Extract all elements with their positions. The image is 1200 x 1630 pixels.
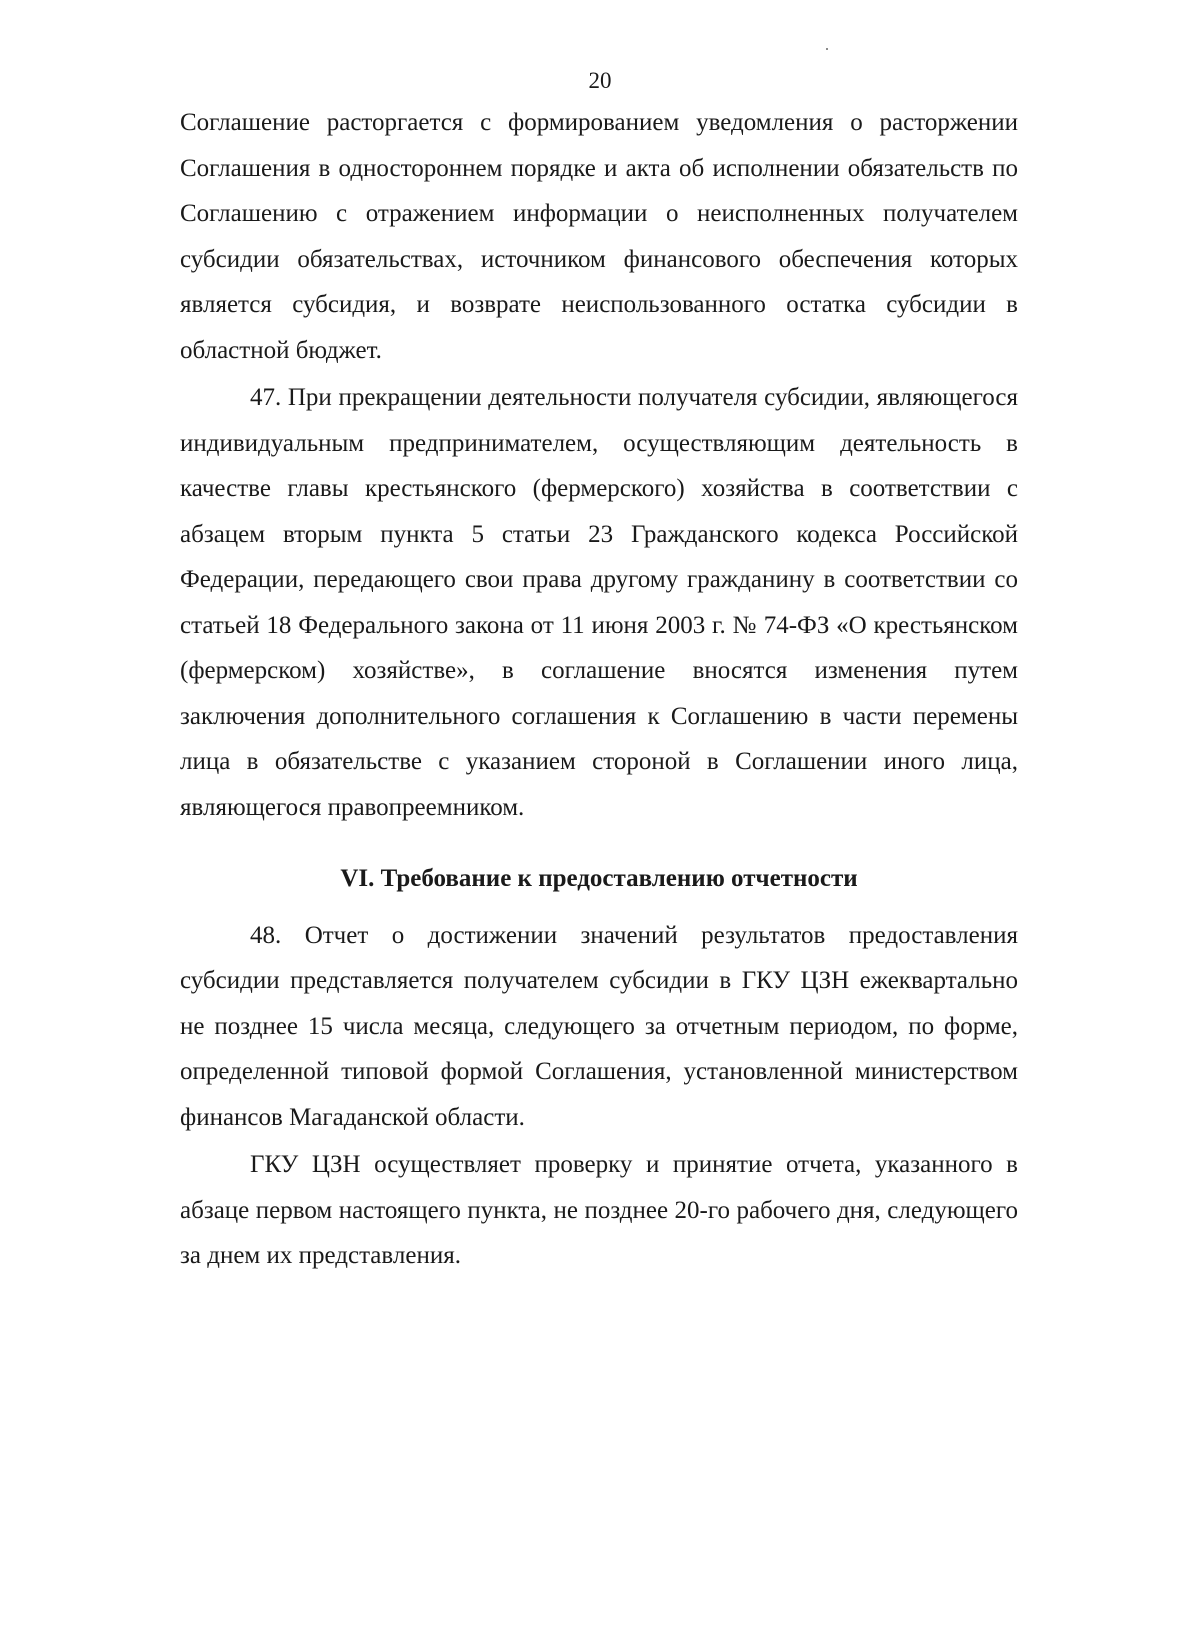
document-body: [180, 100, 1018, 1279]
page-number: 20: [588, 68, 612, 93]
section-heading: VI. Требование к предоставлению отчетности: [340, 865, 858, 892]
paragraph-47: 47. При прекращении деятельности получателя субсидии, являющегося индивидуальным предпринимателем, осуществляющим деятельность в качестве главы крестьянского (фермерского) хозяйства в соответствии с абзацем вторым пункта 5 статьи 23 Гражданского кодекса Российской Федерации, передающего свои права другому гражданину в соответствии со статьей 18 Федерального закона от 11 июня 2003 г. № 74-ФЗ «О крестьянском (фермерском) хозяйстве», в соглашение вносятся изменения путем заключения дополнительного соглашения к Соглашению в части перемены лица в обязательстве с указанием стороной в Соглашении иного лица, являющегося правопреемником.: [180, 384, 1018, 821]
paragraph-48-second: ГКУ ЦЗН осуществляет проверку и принятие отчета, указанного в абзаце первом настоящего пункта, не позднее 20-го рабочего дня, следующего за днем их представления.: [180, 1151, 1018, 1269]
paragraph-48: 48. Отчет о достижении значений результатов предоставления субсидии представляется получателем субсидии в ГКУ ЦЗН ежеквартально не позднее 15 числа месяца, следующего за отчетным периодом, по форме, определенной типовой формой Соглашения, установленной министерством финансов Магаданской области.: [180, 921, 1018, 1131]
scan-speck: [826, 48, 828, 50]
paragraph-continuation: Соглашение расторгается с формированием уведомления о расторжении Соглашения в одностороннем порядке и акта об исполнении обязательств по Соглашению с отражением информации о неисполненных получателем субсидии обязательствах, источником финансового обеспечения которых является субсидия, и возврате неиспользованного остатка субсидии в областной бюджет.: [180, 109, 1018, 364]
